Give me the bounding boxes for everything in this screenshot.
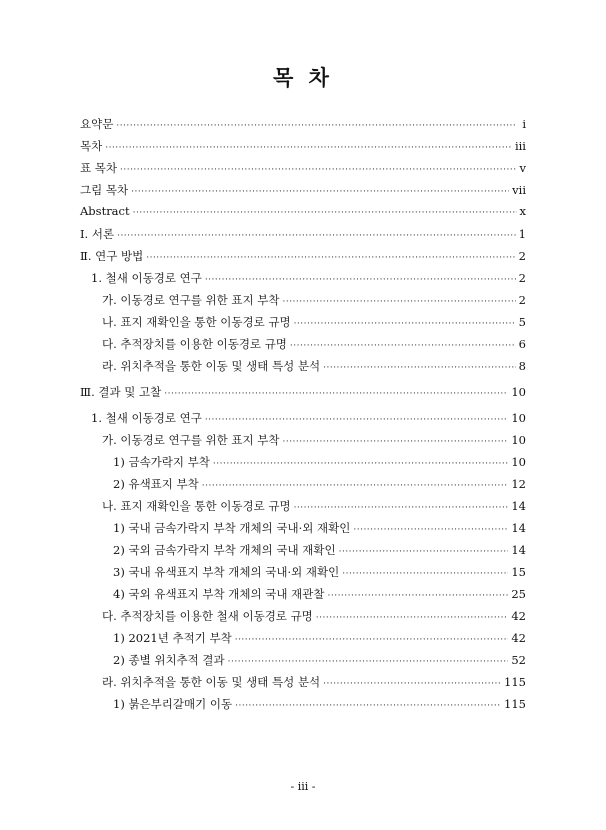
toc-entry-label: 1) 국내 금속가락지 부착 개체의 국내·외 재확인 — [113, 521, 351, 535]
toc-entry-label: Ⅰ. 서론 — [80, 227, 115, 241]
toc-entry[interactable] — [80, 454, 526, 476]
toc-entry-label: 나. 표지 재확인을 통한 이동경로 규명 — [102, 315, 291, 329]
toc-entry-page: 5 — [518, 315, 526, 329]
toc-entry-label: 2) 유색표지 부착 — [113, 477, 199, 491]
toc-entry-label: 나. 표지 재확인을 통한 이동경로 규명 — [102, 499, 291, 513]
toc-entry[interactable] — [80, 292, 526, 314]
dot-leader — [228, 657, 509, 667]
dot-leader — [105, 143, 512, 153]
toc-entry[interactable] — [80, 476, 526, 498]
toc-entry[interactable] — [80, 204, 526, 226]
toc-entry[interactable] — [80, 358, 526, 380]
toc-entry[interactable] — [80, 182, 526, 204]
toc-entry-label: 1) 2021년 추적기 부착 — [113, 631, 232, 645]
toc-entry-label: 라. 위치추적을 통한 이동 및 생태 특성 분석 — [102, 359, 321, 373]
dot-leader — [342, 569, 508, 579]
toc-entry[interactable] — [80, 270, 526, 292]
toc-entry-page: 14 — [511, 499, 526, 513]
toc-entry-page: iii — [514, 139, 526, 153]
dot-leader — [235, 701, 501, 711]
toc-entry-page: 10 — [511, 385, 526, 399]
toc-entry-label: 1) 금속가락지 부착 — [113, 455, 210, 469]
toc-entry[interactable] — [80, 160, 526, 182]
toc-entry-page: 25 — [511, 587, 526, 601]
toc-entry[interactable] — [80, 586, 526, 608]
page-number: - iii - — [290, 780, 316, 793]
dot-leader — [146, 253, 515, 263]
dot-leader — [133, 208, 517, 218]
toc-entry[interactable] — [80, 116, 526, 138]
table-of-contents — [80, 116, 526, 718]
toc-entry[interactable] — [80, 498, 526, 520]
toc-entry-page: 115 — [504, 697, 526, 711]
toc-entry-page: 52 — [511, 653, 526, 667]
toc-entry-page: 42 — [511, 631, 526, 645]
dot-leader — [323, 363, 516, 373]
dot-leader — [290, 341, 516, 351]
toc-entry-page: 10 — [511, 411, 526, 425]
dot-leader — [205, 275, 516, 285]
dot-leader — [323, 679, 501, 689]
toc-entry[interactable] — [80, 608, 526, 630]
toc-entry-page: 14 — [511, 521, 526, 535]
dot-leader — [164, 389, 508, 399]
toc-entry-page: 8 — [518, 359, 526, 373]
toc-entry-page: 15 — [511, 565, 526, 579]
toc-entry-label: 표 목차 — [80, 161, 117, 175]
toc-entry-label: 2) 종별 위치추적 결과 — [113, 653, 225, 667]
dot-leader — [205, 415, 509, 425]
toc-entry[interactable] — [80, 652, 526, 674]
toc-entry-label: 2) 국외 금속가락지 부착 개체의 국내 재확인 — [113, 543, 336, 557]
toc-entry-label: Ⅲ. 결과 및 고찰 — [80, 385, 162, 399]
toc-entry[interactable] — [80, 138, 526, 160]
dot-leader — [120, 165, 517, 175]
toc-entry-label: Ⅱ. 연구 방법 — [80, 249, 144, 263]
toc-entry-page: i — [522, 117, 526, 131]
toc-entry[interactable] — [80, 630, 526, 652]
toc-entry-label: 1) 붉은부리갈매기 이동 — [113, 697, 233, 711]
toc-entry-page: 2 — [518, 271, 526, 285]
toc-entry[interactable] — [80, 542, 526, 564]
dot-leader — [294, 319, 516, 329]
toc-entry-label: 목차 — [80, 139, 103, 153]
toc-entry[interactable] — [80, 384, 526, 406]
toc-entry[interactable] — [80, 432, 526, 454]
toc-entry-label: 3) 국내 유색표지 부착 개체의 국내·외 재확인 — [113, 565, 340, 579]
toc-entry[interactable] — [80, 314, 526, 336]
toc-entry-page: 10 — [511, 433, 526, 447]
page-title: 목 차 — [273, 65, 333, 90]
toc-entry-page: vii — [512, 183, 526, 197]
toc-entry-label: 가. 이동경로 연구를 위한 표지 부착 — [102, 293, 280, 307]
toc-entry-page: 14 — [511, 543, 526, 557]
dot-leader — [131, 187, 509, 197]
toc-entry[interactable] — [80, 336, 526, 358]
dot-leader — [316, 613, 509, 623]
dot-leader — [294, 503, 509, 513]
toc-entry[interactable] — [80, 564, 526, 586]
dot-leader — [282, 297, 515, 307]
toc-entry-label: 4) 국외 유색표지 부착 개체의 국내 재관찰 — [113, 587, 325, 601]
toc-entry-page: 12 — [511, 477, 526, 491]
toc-entry-page: 42 — [511, 609, 526, 623]
toc-entry-label: 1. 철새 이동경로 연구 — [91, 411, 202, 425]
dot-leader — [235, 635, 509, 645]
toc-entry[interactable] — [80, 696, 526, 718]
toc-entry[interactable] — [80, 520, 526, 542]
dot-leader — [116, 121, 517, 131]
toc-entry-label: 다. 추적장치를 이용한 철새 이동경로 규명 — [102, 609, 313, 623]
dot-leader — [327, 591, 508, 601]
toc-entry-label: 요약문 — [80, 117, 114, 131]
toc-entry[interactable] — [80, 226, 526, 248]
toc-entry-page: v — [519, 161, 526, 175]
toc-entry-label: 가. 이동경로 연구를 위한 표지 부착 — [102, 433, 280, 447]
toc-entry-page: 1 — [518, 227, 526, 241]
toc-entry-page: x — [519, 204, 526, 218]
dot-leader — [117, 231, 516, 241]
toc-entry[interactable] — [80, 410, 526, 432]
toc-entry-label: Abstract — [80, 204, 130, 218]
toc-entry[interactable] — [80, 674, 526, 696]
dot-leader — [339, 547, 509, 557]
dot-leader — [213, 459, 508, 469]
dot-leader — [282, 437, 508, 447]
toc-entry[interactable] — [80, 248, 526, 270]
toc-entry-page: 115 — [504, 675, 526, 689]
toc-entry-label: 그림 목차 — [80, 183, 129, 197]
toc-entry-page: 2 — [518, 293, 526, 307]
toc-entry-page: 2 — [518, 249, 526, 263]
toc-entry-label: 라. 위치추적을 통한 이동 및 생태 특성 분석 — [102, 675, 321, 689]
toc-entry-label: 다. 추적장치를 이용한 이동경로 규명 — [102, 337, 287, 351]
toc-entry-page: 10 — [511, 455, 526, 469]
toc-entry-label: 1. 철새 이동경로 연구 — [91, 271, 202, 285]
dot-leader — [202, 481, 509, 491]
dot-leader — [353, 525, 508, 535]
toc-entry-page: 6 — [518, 337, 526, 351]
